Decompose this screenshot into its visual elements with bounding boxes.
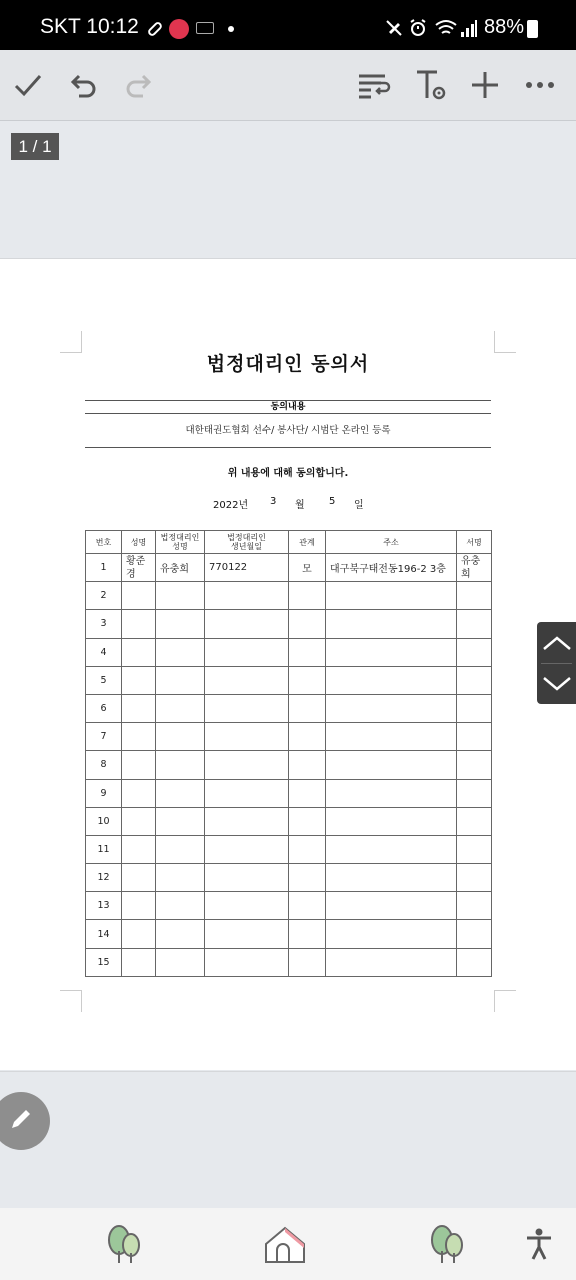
col-header-address: 주소 <box>326 531 457 554</box>
cell-address <box>326 779 457 807</box>
cell-name <box>122 751 156 779</box>
cell-birth: 770122 <box>205 554 289 582</box>
table-row <box>86 835 492 863</box>
cell-birth <box>205 582 289 610</box>
cell-birth <box>205 864 289 892</box>
cell-name <box>122 610 156 638</box>
date-year: 2022년 <box>213 500 249 511</box>
cell-relation <box>289 948 326 976</box>
cell-name <box>122 694 156 722</box>
cell-no: 15 <box>86 948 122 976</box>
cell-birth <box>205 638 289 666</box>
cell-birth <box>205 948 289 976</box>
cell-no: 10 <box>86 807 122 835</box>
cell-name <box>122 638 156 666</box>
cell-address <box>326 920 457 948</box>
cell-no: 11 <box>86 835 122 863</box>
cell-relation <box>289 610 326 638</box>
cell-sign <box>457 948 492 976</box>
cell-birth <box>205 779 289 807</box>
date-day-label: 일 <box>354 500 364 511</box>
cell-guardian <box>156 779 205 807</box>
table-row <box>86 751 492 779</box>
cell-relation: 모 <box>289 554 326 582</box>
app-small-icon <box>196 22 214 34</box>
cell-no: 1 <box>86 554 122 582</box>
cell-sign <box>457 694 492 722</box>
cell-relation <box>289 638 326 666</box>
table-row <box>86 779 492 807</box>
cell-address <box>326 807 457 835</box>
document-title: 법정대리인 동의서 <box>206 353 370 375</box>
cell-relation <box>289 807 326 835</box>
check-icon[interactable] <box>6 63 50 107</box>
cell-relation <box>289 779 326 807</box>
cell-birth <box>205 610 289 638</box>
cell-guardian <box>156 807 205 835</box>
cell-name <box>122 864 156 892</box>
cell-sign: 유충희 <box>457 554 492 582</box>
text-format-icon[interactable] <box>408 63 452 107</box>
cell-sign <box>457 723 492 751</box>
cell-sign <box>457 892 492 920</box>
wifi-icon <box>434 18 458 42</box>
pencil-icon <box>8 1106 34 1136</box>
cell-name <box>122 779 156 807</box>
date-month-label: 월 <box>295 500 305 511</box>
bottom-nav <box>0 1208 576 1280</box>
cell-address <box>326 666 457 694</box>
cell-birth <box>205 807 289 835</box>
table-header-row <box>86 531 492 554</box>
cell-relation <box>289 723 326 751</box>
cell-sign <box>457 582 492 610</box>
cell-name <box>122 892 156 920</box>
cell-address <box>326 694 457 722</box>
more-icon[interactable] <box>518 63 562 107</box>
col-header-sign: 서명 <box>457 531 492 554</box>
notification-dot-icon <box>228 26 234 32</box>
cell-guardian <box>156 666 205 694</box>
cell-birth <box>205 920 289 948</box>
consent-body: 대한태권도협회 선수/ 봉사단/ 시범단 온라인 등록 <box>185 425 391 436</box>
cell-sign <box>457 638 492 666</box>
table-row <box>86 638 492 666</box>
cell-sign <box>457 835 492 863</box>
editor-toolbar <box>0 50 576 121</box>
cell-address <box>326 638 457 666</box>
cell-guardian <box>156 751 205 779</box>
cell-birth <box>205 835 289 863</box>
cell-guardian: 유충희 <box>156 554 205 582</box>
table-row <box>86 723 492 751</box>
cell-birth <box>205 723 289 751</box>
cell-relation <box>289 582 326 610</box>
table-row <box>86 666 492 694</box>
cell-sign <box>457 610 492 638</box>
col-header-guardian: 법정대리인 성명 <box>156 531 205 554</box>
table-row <box>86 694 492 722</box>
cell-sign <box>457 807 492 835</box>
col-header-name: 성명 <box>122 531 156 554</box>
table-row <box>86 864 492 892</box>
page-scroll-control <box>537 622 576 704</box>
canvas-top-area <box>0 121 576 258</box>
date-month: 3 <box>270 496 277 507</box>
cell-name <box>122 723 156 751</box>
cell-no: 6 <box>86 694 122 722</box>
cell-no: 3 <box>86 610 122 638</box>
cell-name <box>122 582 156 610</box>
mute-icon <box>384 18 404 42</box>
cell-address <box>326 835 457 863</box>
app-badge-icon <box>169 19 189 39</box>
cell-no: 12 <box>86 864 122 892</box>
col-header-birth: 법정대리인 생년월일 <box>205 531 289 554</box>
consent-header: 동의내용 <box>85 401 491 414</box>
status-bar <box>0 0 576 50</box>
cell-relation <box>289 666 326 694</box>
cell-address <box>326 892 457 920</box>
cell-address <box>326 864 457 892</box>
cell-address: 대구북구태전동196-2 3층 <box>326 554 457 582</box>
cell-relation <box>289 920 326 948</box>
signal-icon <box>460 18 478 42</box>
cell-no: 7 <box>86 723 122 751</box>
cell-name <box>122 807 156 835</box>
cell-guardian <box>156 864 205 892</box>
cell-no: 4 <box>86 638 122 666</box>
cell-name: 황준경 <box>122 554 156 582</box>
cell-sign <box>457 751 492 779</box>
cell-no: 9 <box>86 779 122 807</box>
cell-sign <box>457 666 492 694</box>
cell-sign <box>457 779 492 807</box>
cell-address <box>326 948 457 976</box>
home-icon[interactable] <box>263 1222 307 1266</box>
cell-guardian <box>156 694 205 722</box>
scroll-up-icon[interactable] <box>537 622 576 663</box>
cell-guardian <box>156 948 205 976</box>
plus-icon[interactable] <box>463 63 507 107</box>
cell-no: 13 <box>86 892 122 920</box>
cell-relation <box>289 864 326 892</box>
cell-address <box>326 723 457 751</box>
cell-guardian <box>156 920 205 948</box>
col-header-relation: 관계 <box>289 531 326 554</box>
cell-relation <box>289 751 326 779</box>
agree-statement: 위 내용에 대해 동의합니다. <box>227 468 349 479</box>
cell-name <box>122 920 156 948</box>
cell-birth <box>205 892 289 920</box>
cell-guardian <box>156 582 205 610</box>
cell-birth <box>205 694 289 722</box>
date-day: 5 <box>329 496 336 507</box>
cell-relation <box>289 694 326 722</box>
table-row <box>86 948 492 976</box>
table-row <box>86 807 492 835</box>
undo-icon[interactable] <box>62 63 106 107</box>
col-header-no: 번호 <box>86 531 122 554</box>
cell-birth <box>205 751 289 779</box>
scroll-down-icon[interactable] <box>537 663 576 704</box>
cell-relation <box>289 892 326 920</box>
cell-name <box>122 666 156 694</box>
cell-address <box>326 751 457 779</box>
status-time: SKT 10:12 <box>40 15 139 38</box>
cell-address <box>326 582 457 610</box>
accessibility-icon[interactable] <box>517 1222 561 1266</box>
crop-mark <box>494 990 516 1012</box>
table-row <box>86 554 492 582</box>
consent-box <box>85 400 491 448</box>
text-wrap-icon[interactable] <box>352 63 396 107</box>
pill-icon <box>146 20 164 42</box>
cell-relation <box>289 835 326 863</box>
cell-birth <box>205 666 289 694</box>
redo-icon[interactable] <box>116 63 160 107</box>
cell-guardian <box>156 638 205 666</box>
alarm-icon <box>408 18 428 42</box>
cell-name <box>122 835 156 863</box>
cell-name <box>122 948 156 976</box>
tree-icon[interactable] <box>102 1222 146 1266</box>
cell-no: 5 <box>86 666 122 694</box>
cell-guardian <box>156 835 205 863</box>
battery-icon <box>527 20 538 38</box>
cell-no: 2 <box>86 582 122 610</box>
cell-no: 8 <box>86 751 122 779</box>
cell-sign <box>457 920 492 948</box>
guardian-signature-table <box>85 530 492 977</box>
canvas-bottom-area <box>0 1071 576 1208</box>
cell-guardian <box>156 723 205 751</box>
tree-icon[interactable] <box>425 1222 469 1266</box>
cell-address <box>326 610 457 638</box>
cell-no: 14 <box>86 920 122 948</box>
cell-guardian <box>156 892 205 920</box>
table-row <box>86 610 492 638</box>
table-row <box>86 582 492 610</box>
page-indicator: 1 / 1 <box>11 133 59 160</box>
crop-mark <box>60 990 82 1012</box>
battery-percent: 88% <box>484 16 525 38</box>
cell-guardian <box>156 610 205 638</box>
table-row <box>86 920 492 948</box>
table-row <box>86 892 492 920</box>
cell-sign <box>457 864 492 892</box>
